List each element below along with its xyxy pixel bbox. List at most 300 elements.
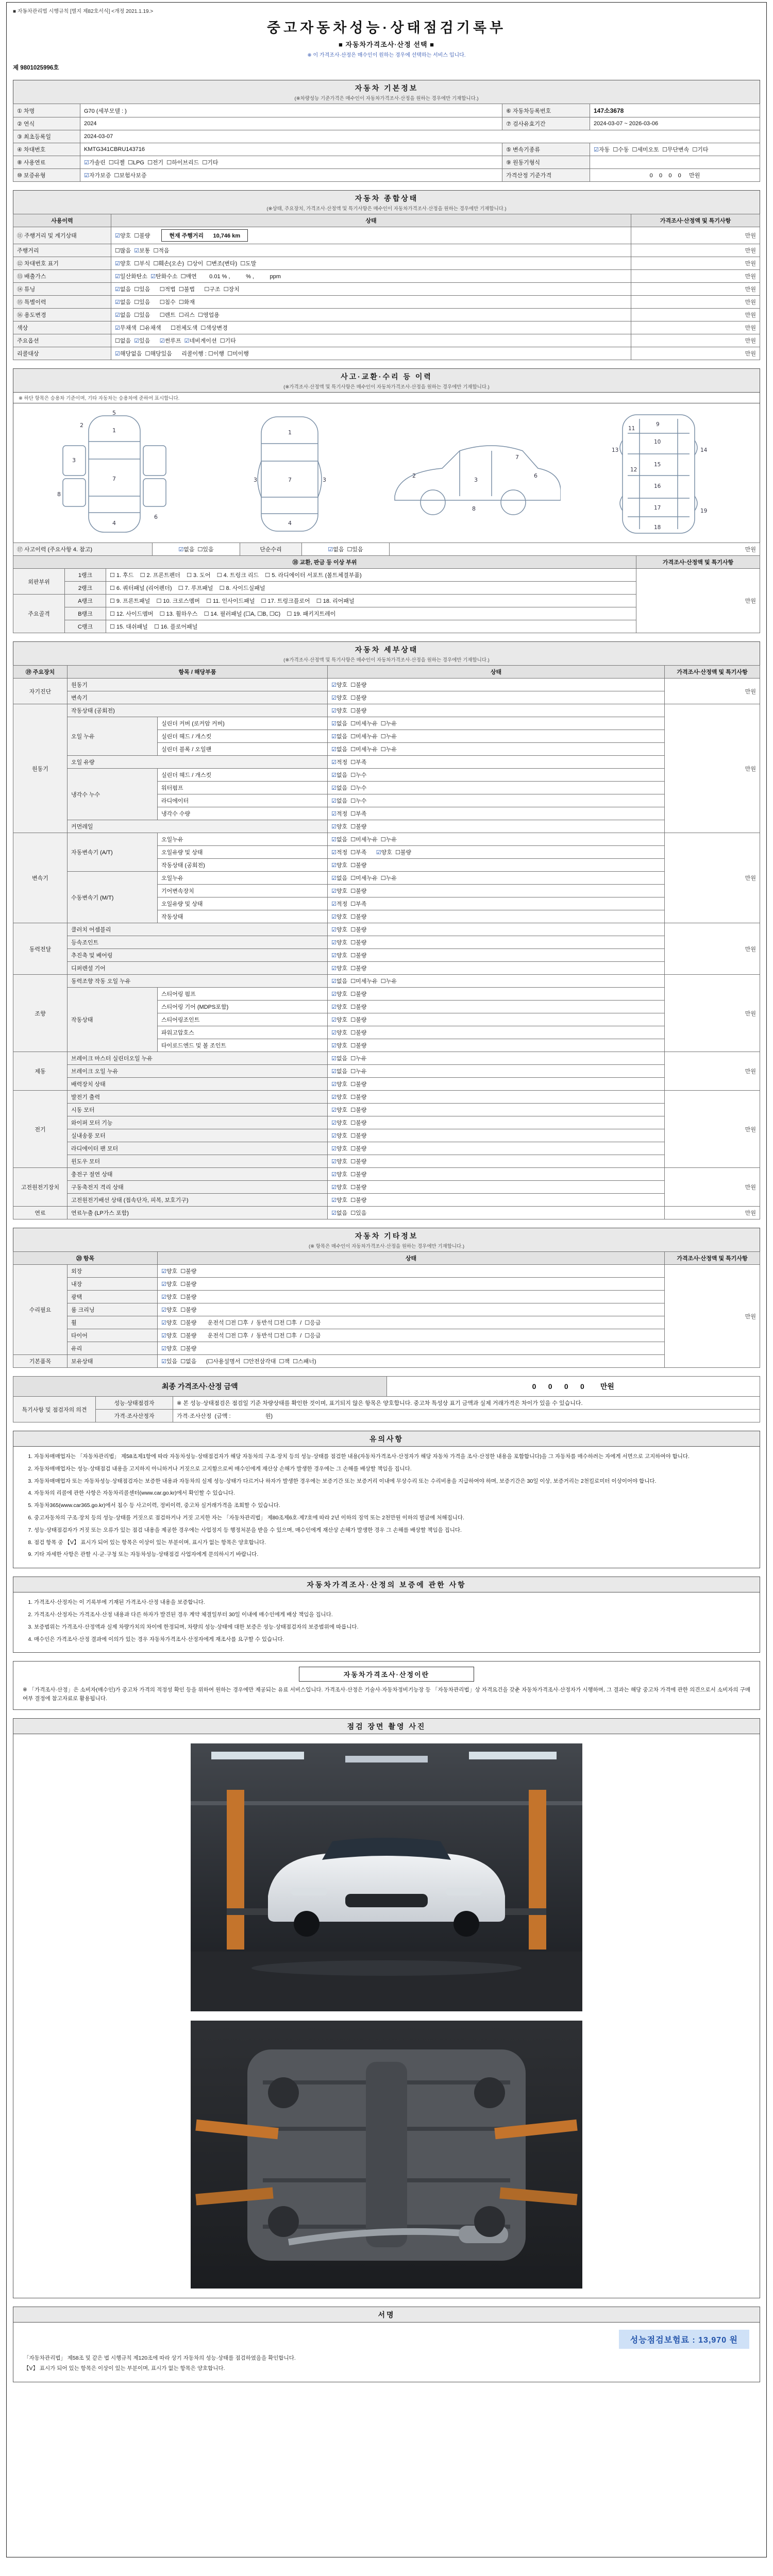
table-row [13, 975, 760, 988]
table-cell: 성능·상태점검자 [96, 1397, 173, 1410]
table-cell: ☑양호 ☐불량 [328, 679, 665, 691]
table-cell: 보유상태 [68, 1355, 158, 1368]
table-cell: 브레이크 마스터 실린더오일 누유 [68, 1052, 328, 1065]
table-row [13, 347, 760, 360]
table-cell: 1랭크 [65, 569, 106, 582]
other-info-table [13, 1251, 760, 1368]
table-cell: ☑해당없음 ☐해당있음 리콜이행 : ☐이행 ☐미이행 [111, 347, 631, 360]
table-cell: ☑무채색 ☐유채색 ☐전체도색 ☐색상변경 [111, 321, 631, 334]
table-cell: 가격조사·산정액 및 특기사항 [665, 666, 760, 679]
svg-text:18: 18 [653, 524, 661, 531]
table-row [13, 1052, 760, 1065]
svg-text:16: 16 [653, 483, 661, 489]
insurance-fee-badge: 성능점검보험료 : 13,970 원 [619, 2330, 749, 2349]
table-cell: ☐ 15. 대쉬패널 ☐ 16. 플로어패널 [106, 620, 636, 633]
table-cell: 특기사항 및 점검자의 의견 [13, 1397, 96, 1422]
table-cell: 브레이크 오일 누유 [68, 1065, 328, 1078]
remarks-section [13, 1396, 760, 1422]
table-cell: 추진축 및 베어링 [68, 949, 328, 962]
table-cell: ⑳ 항목 [13, 1252, 158, 1265]
table-cell: 가격·조사산정자 [96, 1410, 173, 1422]
svg-text:7: 7 [288, 477, 292, 483]
section-other-info-title: 자동차 기타정보 [355, 1232, 418, 1240]
table-cell: ☑양호 ☐불량 [328, 1001, 665, 1013]
signature-body [13, 2322, 760, 2382]
section-signature [13, 2307, 760, 2382]
section-overall-condition-note: (※상태, 주요장치, 가격조사·산정액 및 특기사항은 매수인이 자동차가격조사·산정을 원하는 경우에만 기재합니다.) [266, 206, 507, 212]
table-cell: 유리 [68, 1342, 158, 1355]
table-row [13, 143, 760, 156]
vin-value: KMTG341CBRU143716 [80, 143, 502, 156]
table-cell: 외판부위 [13, 569, 65, 595]
table-cell: ☑적정 ☐부족 [328, 897, 665, 910]
table-cell: 클러치 어셈블리 [68, 923, 328, 936]
table-row [13, 756, 760, 769]
table-cell: 기어변속장치 [158, 885, 328, 897]
table-cell: ☑양호 ☐불량 [328, 1129, 665, 1142]
table-cell: ☐많음 ☑보통 ☐적음 [111, 244, 631, 257]
table-cell: 휠 [68, 1316, 158, 1329]
table-cell: ☑양호 ☐불량 [328, 988, 665, 1001]
price-appraisal-select-subtitle: ■ 자동차가격조사·산정 선택 ■ [338, 41, 434, 48]
table-cell: 파워고압호스 [158, 1026, 328, 1039]
table-cell: 외장 [68, 1265, 158, 1278]
table-cell: ☑없음 ☐있음 ☐렌트 ☐리스 ☐영업용 [111, 309, 631, 321]
svg-text:17: 17 [653, 505, 661, 511]
table-row [13, 1410, 760, 1422]
table-row [13, 227, 760, 244]
table-cell: 2랭크 [65, 582, 106, 595]
table-row [13, 130, 760, 143]
svg-text:15: 15 [653, 462, 661, 468]
inspection-period-label: ⑦ 검사유효기간 [502, 117, 590, 130]
plate-value: 147소3678 [590, 104, 760, 117]
table-cell: 제동 [13, 1052, 68, 1091]
svg-text:1: 1 [112, 427, 116, 434]
simple-repair-label: 단순수리 [240, 543, 302, 556]
svg-text:3: 3 [323, 477, 327, 483]
svg-text:6: 6 [154, 514, 158, 520]
notice-item: 2. 자동차매매업자는 성능·상태점검 내용을 고지하지 아니하거나 거짓으로 고지함으로써 매수인에게 재산상 손해가 발생한 경우에는 그 손해를 배상할 책임을 집니다. [34, 1465, 749, 1473]
table-cell: ☑양호 ☐불량 [328, 859, 665, 872]
table-cell: B랭크 [65, 607, 106, 620]
simple-repair-status: ☑없음 ☐있음 [302, 543, 390, 556]
table-cell: ☑없음 ☐미세누유 ☐누유 [328, 975, 665, 988]
table-cell: ☑양호 ☐불량 [328, 1194, 665, 1207]
table-row [13, 936, 760, 949]
basic-info-table [13, 104, 760, 182]
table-row [13, 1278, 760, 1291]
appraisal-warranty-list [34, 1598, 749, 1643]
notices-body [13, 1446, 760, 1568]
section-basic-info-bar [13, 80, 760, 104]
table-cell: 광택 [68, 1291, 158, 1303]
table-cell: 주행거리 [13, 244, 111, 257]
appraisal-warranty-body [13, 1592, 760, 1653]
table-cell: ☑양호 ☐불량 [328, 962, 665, 975]
table-cell: 원동기 [13, 704, 68, 833]
table-row [13, 543, 760, 556]
table-row [13, 1303, 760, 1316]
table-row [13, 556, 760, 569]
table-row [13, 296, 760, 309]
svg-text:9: 9 [656, 421, 660, 428]
section-other-info-bar [13, 1228, 760, 1251]
table-cell: 자기진단 [13, 679, 68, 704]
table-cell: 만원 [631, 321, 760, 334]
table-cell: ☑없음 ☐미세누유 ☐누유 [328, 717, 665, 730]
svg-text:5: 5 [112, 410, 116, 416]
table-cell: 변속기 [68, 691, 328, 704]
table-cell: 만원 [665, 975, 760, 1052]
table-cell: ☑양호 ☐불량 [328, 885, 665, 897]
svg-text:3: 3 [474, 477, 478, 483]
svg-text:1: 1 [288, 429, 292, 436]
table-cell: ☑양호 ☐불량 [328, 1104, 665, 1116]
table-cell: ⑭ 튜닝 [13, 283, 111, 296]
svg-text:19: 19 [700, 508, 708, 514]
table-cell: 가격조사·산정액 및 특기사항 [631, 214, 760, 227]
table-cell: 실린더 헤드 / 개스킷 [158, 730, 328, 743]
table-cell: ☑양호 ☐불량 [328, 820, 665, 833]
table-row [13, 1065, 760, 1078]
table-cell: ☑없음 ☐미세누유 ☐누유 [328, 730, 665, 743]
table-cell: ☑없음 ☐있음 ☐침수 ☐화재 [111, 296, 631, 309]
section-appraisal-warranty-bar [13, 1577, 760, 1592]
table-row [13, 321, 760, 334]
accident-history-label: ⑰ 사고이력 (주요사항 4. 참고) [13, 543, 153, 556]
table-cell: ☑양호 ☐불량 [328, 1155, 665, 1168]
table-row [13, 169, 760, 182]
table-row [13, 569, 760, 582]
table-cell: 가격조사·산정액 및 특기사항 [665, 1252, 760, 1265]
table-row [13, 309, 760, 321]
table-cell: C랭크 [65, 620, 106, 633]
table-cell: 주요옵션 [13, 334, 111, 347]
section-inspection-photos-title: 점검 장면 촬영 사진 [347, 1722, 426, 1731]
table-cell: ☑없음 ☐누유 [328, 1065, 665, 1078]
table-cell: 타이어 [68, 1329, 158, 1342]
table-cell: 실린더 헤드 / 개스킷 [158, 769, 328, 782]
car-diagram-underbody-icon [579, 410, 738, 538]
section-other-info-note: (※ 항목은 매수인이 자동차가격조사·산정을 원하는 경우에만 기재합니다.) [308, 1244, 465, 1249]
table-cell: ☑양호 ☐불량 [328, 1078, 665, 1091]
section-detailed-condition-note: (※가격조사·산정액 및 특기사항은 매수인이 자동차가격조사·산정을 원하는 경우에만 기재합니다.) [283, 657, 490, 663]
svg-text:13: 13 [611, 447, 619, 453]
table-cell: 발전기 출력 [68, 1091, 328, 1104]
table-cell: ☑없음 ☐누유 [328, 1052, 665, 1065]
insurance-fee-row [24, 2330, 749, 2349]
section-appraisal-warranty [13, 1577, 760, 1653]
table-cell: ☑없음 ☐누수 [328, 794, 665, 807]
svg-text:8: 8 [57, 491, 61, 498]
section-overall-condition-bar [13, 190, 760, 214]
table-cell: 만원 [631, 334, 760, 347]
svg-text:14: 14 [700, 447, 708, 453]
table-cell: ☐ 1. 후드 ☐ 2. 프론트펜더 ☐ 3. 도어 ☐ 4. 트렁크 리드 ☐ 5. 라디에이터 서포트 (볼트체결부품) [106, 569, 636, 582]
table-row [13, 117, 760, 130]
table-row [13, 104, 760, 117]
table-cell: ⑮ 특별이력 [13, 296, 111, 309]
table-cell: 만원 [631, 227, 760, 244]
table-row [13, 820, 760, 833]
car-diagram-roof-top-icon [212, 410, 367, 538]
vin-label: ④ 차대번호 [13, 143, 80, 156]
first-registration-value: 2024-03-07 [80, 130, 760, 143]
table-row [13, 156, 760, 169]
appraisal-definition-box [13, 1661, 760, 1710]
table-cell: 만원 [636, 569, 760, 633]
table-cell: 냉각수 수량 [158, 807, 328, 820]
table-cell: 연료누출 (LP가스 포함) [68, 1207, 328, 1219]
table-cell: 만원 [390, 543, 760, 556]
table-cell: ☑양호 ☐불량 [328, 1039, 665, 1052]
first-registration-label: ③ 최초등록일 [13, 130, 80, 143]
table-cell: 시동 모터 [68, 1104, 328, 1116]
table-cell: ☑양호 ☐불량 [328, 949, 665, 962]
table-cell: ☑없음 ☐있음 [328, 1207, 665, 1219]
table-cell: 스티어링 기어 (MDPS포함) [158, 1001, 328, 1013]
price-appraisal-note: ※ 이 가격조사·산정은 매수인이 원하는 경우에 선택하는 서비스 입니다. [307, 53, 466, 58]
table-cell: 스티어링 펌프 [158, 988, 328, 1001]
section-notices [13, 1431, 760, 1568]
table-cell: 상태 [158, 1252, 665, 1265]
table-cell: 항목 / 해당부품 [68, 666, 328, 679]
svg-text:2: 2 [412, 472, 416, 479]
section-detailed-condition [13, 641, 760, 1219]
fuel-options: ☑가솔린 ☐디젤 ☐LPG ☐전기 ☐하이브리드 ☐기타 [80, 156, 502, 169]
section-detailed-condition-bar [13, 641, 760, 665]
table-row [13, 679, 760, 691]
section-overall-condition-title: 자동차 종합상태 [355, 194, 418, 202]
table-row [13, 949, 760, 962]
svg-text:10: 10 [653, 439, 661, 445]
svg-text:6: 6 [533, 472, 537, 479]
table-cell: 작동상태 [158, 910, 328, 923]
table-cell: 오일 누유 [68, 717, 158, 756]
damage-diagrams [13, 403, 760, 543]
transmission-label: ⑤ 변속기종류 [502, 143, 590, 156]
table-cell: 만원 [665, 833, 760, 923]
section-signature-bar [13, 2307, 760, 2322]
table-row [13, 1377, 760, 1397]
table-cell: ☑적정 ☐부족 [328, 807, 665, 820]
table-row [13, 1104, 760, 1116]
table-cell: 타이로드엔드 및 볼 조인트 [158, 1039, 328, 1052]
table-cell: 만원 [631, 347, 760, 360]
inspection-photos [13, 1734, 760, 2298]
table-cell: 고전원전기배선 상태 (접속단자, 피복, 보호기구) [68, 1194, 328, 1207]
document-header [13, 16, 760, 58]
svg-text:11: 11 [628, 426, 635, 432]
table-cell: 스티어링조인트 [158, 1013, 328, 1026]
table-cell: 색상 [13, 321, 111, 334]
table-cell: 사용이력 [13, 214, 111, 227]
table-row [13, 1342, 760, 1355]
table-row [13, 769, 760, 782]
final-price-section [13, 1376, 760, 1397]
notice-item: 1. 가격조사·산정자는 이 기록부에 기재된 가격조사·산정 내용을 보증합니다. [34, 1598, 749, 1607]
notice-item: 2. 가격조사·산정자는 가격조사·산정 내용과 다른 하자가 발견된 경우 계약 체결일부터 30일 이내에 매수인에게 배상 책임을 집니다. [34, 1611, 749, 1619]
table-cell: 전기 [13, 1091, 68, 1168]
table-cell: ☑있음 ☐없음 (☐사용설명서 ☐안전삼각대 ☐잭 ☐스패너) [158, 1355, 665, 1368]
vehicle-name-value: G70 (세부모델 : ) [80, 104, 502, 117]
section-notices-title: 유의사항 [369, 1435, 404, 1443]
table-cell: ☑일산화탄소 ☑탄화수소 ☐매연 0.01 % , % , ppm [111, 270, 631, 283]
table-cell: ☑양호 ☐불량 [328, 1116, 665, 1129]
table-cell: 윈도우 모터 [68, 1155, 328, 1168]
table-cell: 만원 [665, 679, 760, 704]
plate-label: ⑥ 자동차등록번호 [502, 104, 590, 117]
table-cell: 오일유량 및 상태 [158, 897, 328, 910]
table-cell: 변속기 [13, 833, 68, 923]
table-cell: ☑양호 ☐불량 [158, 1278, 665, 1291]
table-cell: 만원 [631, 296, 760, 309]
current-mileage-box: 현재 주행거리 10,746 km [161, 229, 248, 242]
table-cell: ☑없음 ☐미세누유 ☐누유 [328, 872, 665, 885]
table-row [13, 666, 760, 679]
table-cell: 작동상태 (공회전) [68, 704, 328, 717]
table-cell: 와이퍼 모터 기능 [68, 1116, 328, 1129]
table-cell: ☑양호 ☐불량 [328, 910, 665, 923]
section-accident-history-note: (※가격조사·산정액 및 특기사항은 매수인이 자동차가격조사·산정을 원하는 경우에만 기재합니다.) [283, 384, 490, 390]
table-cell: 내장 [68, 1278, 158, 1291]
table-row [13, 214, 760, 227]
notice-item: 4. 매수인은 가격조사·산정 결과에 이의가 있는 경우 자동차가격조사·산정자에게 재조사를 요구할 수 있습니다. [34, 1635, 749, 1644]
table-cell: 오일누유 [158, 872, 328, 885]
document-number: 제 9801025996호 [13, 65, 59, 71]
table-row [13, 1207, 760, 1219]
section-basic-info-title: 자동차 기본정보 [355, 84, 418, 92]
table-cell: ☑적정 ☐부족 ☑양호 ☐불량 [328, 846, 665, 859]
table-cell: ☑양호 ☐불량 [328, 1168, 665, 1181]
table-row [13, 962, 760, 975]
table-cell: ⑱ 교환, 판금 등 이상 부위 [13, 556, 636, 569]
table-cell: 자동변속기 (A/T) [68, 833, 158, 872]
final-price-value: 0 0 0 0 만원 [386, 1377, 760, 1397]
table-cell: 조향 [13, 975, 68, 1052]
table-row [13, 244, 760, 257]
table-row [13, 704, 760, 717]
table-cell: 수동변속기 (M/T) [68, 872, 158, 923]
table-cell: 동력전달 [13, 923, 68, 975]
exchange-panel-table [13, 555, 760, 633]
table-row [13, 988, 760, 1001]
table-cell: ☑양호 ☐불량 [328, 936, 665, 949]
table-cell: 만원 [665, 1265, 760, 1368]
table-cell: 원동기 [68, 679, 328, 691]
notice-item: 8. 점검 항목 중 【V】 표시가 되어 있는 항목은 이상이 있는 부분이며, 표시가 없는 항목은 양호합니다. [34, 1538, 749, 1547]
table-cell: ☑없음 ☐있음 ☐적법 ☐불법 ☐구조 ☐장치 [111, 283, 631, 296]
section-notices-bar [13, 1431, 760, 1446]
table-cell: 만원 [631, 244, 760, 257]
table-cell: ☑없음 ☐미세누유 ☐누유 [328, 743, 665, 756]
table-cell: 커먼레일 [68, 820, 328, 833]
notice-item: 3. 자동차매매업자 또는 자동차성능·상태점검자는 보증한 내용과 자동차의 실제 성능·상태가 다르거나 하자가 발생한 경우에는 보증기간 또는 보증거리 이내에 무상수리 또는 수리비용을 지급하여야 하며, 보증기간은 30일 이상, 보증거리는 2천킬로미터 이상이어야 합니다. [34, 1477, 749, 1486]
inspection-period-value: 2024-03-07 ~ 2026-03-06 [590, 117, 760, 130]
table-row [13, 1129, 760, 1142]
table-cell: 작동상태 [68, 988, 158, 1052]
table-cell: ☑없음 ☐누수 [328, 782, 665, 794]
table-cell: 실린더 커버 (로커암 커버) [158, 717, 328, 730]
svg-text:4: 4 [288, 520, 292, 527]
table-cell: ☑양호 ☐불량 [328, 923, 665, 936]
svg-text:3: 3 [72, 457, 76, 464]
table-cell: 실린더 블록 / 오일팬 [158, 743, 328, 756]
table-cell: 라디에이터 [158, 794, 328, 807]
notice-item: 9. 기타 자세한 사항은 관할 시·군·구청 또는 자동차성능·상태점검 사업자에게 문의하시기 바랍니다. [34, 1550, 749, 1559]
table-cell: 작동상태 (공회전) [158, 859, 328, 872]
notice-item: 4. 자동차의 리콜에 관한 사항은 자동차리콜센터(www.car.go.kr)에서 확인할 수 있습니다. [34, 1489, 749, 1498]
table-cell: 만원 [631, 309, 760, 321]
table-cell: ⑪ 주행거리 및 계기상태 [13, 227, 111, 244]
table-cell: 만원 [665, 1091, 760, 1168]
table-cell: ⑯ 용도변경 [13, 309, 111, 321]
table-row [13, 1355, 760, 1368]
appraiser-comment: 가격·조사산정 (금액 : 원) [173, 1410, 760, 1422]
table-cell: 가격조사·산정액 및 특기사항 [636, 556, 760, 569]
table-cell: ☑양호 ☐부식 ☐훼손(오손) ☐상이 ☐변조(변타) ☐도말 [111, 257, 631, 270]
table-cell: 배력장치 상태 [68, 1078, 328, 1091]
car-diagram-exterior-top-icon [35, 410, 194, 538]
inspection-photo-underbody [191, 2021, 582, 2289]
table-row [13, 1265, 760, 1278]
base-price-label: 가격산정 기준가격 [502, 169, 590, 182]
table-row [13, 872, 760, 885]
table-cell: 워터펌프 [158, 782, 328, 794]
table-cell: ☑양호 ☐불량 [328, 1142, 665, 1155]
fuel-label: ⑧ 사용연료 [13, 156, 80, 169]
table-cell: 라디에이터 팬 모터 [68, 1142, 328, 1155]
table-row [13, 283, 760, 296]
engine-type-value [590, 156, 760, 169]
accident-history-table [13, 543, 760, 556]
table-cell: 만원 [631, 257, 760, 270]
table-cell: ⑲ 주요장치 [13, 666, 68, 679]
table-cell: 상태 [328, 666, 665, 679]
svg-text:7: 7 [112, 476, 116, 482]
table-row [13, 1181, 760, 1194]
section-accident-history [13, 368, 760, 633]
base-price-value: 0 0 0 0 만원 [590, 169, 760, 182]
section-detailed-condition-title: 자동차 세부상태 [355, 646, 418, 654]
final-price-table [13, 1376, 760, 1397]
table-cell: ☑양호 ☐불량 [158, 1342, 665, 1355]
car-diagram-side-icon [385, 410, 561, 538]
section-inspection-photos [13, 1718, 760, 2298]
table-row [13, 1168, 760, 1181]
table-cell: 구동축전지 격리 상태 [68, 1181, 328, 1194]
table-cell: 만원 [665, 1207, 760, 1219]
table-row [13, 1397, 760, 1410]
table-cell: A랭크 [65, 595, 106, 607]
form-reference: ■ 자동차관리법 시행규칙 [별지 제82호서식] <개정 2021.1.19.> [13, 9, 154, 14]
engine-type-label: ⑨ 원동기형식 [502, 156, 590, 169]
section-appraisal-warranty-title: 자동차가격조사·산정의 보증에 관한 사항 [307, 1581, 466, 1589]
table-row [13, 257, 760, 270]
model-year-label: ② 연식 [13, 117, 80, 130]
table-cell: ☑없음 ☐미세누유 ☐누유 [328, 833, 665, 846]
table-cell: 동력조향 작동 오일 누유 [68, 975, 328, 988]
table-cell: 기본품목 [13, 1355, 68, 1368]
table-row [13, 1316, 760, 1329]
table-cell: 만원 [665, 1168, 760, 1207]
table-row [13, 1291, 760, 1303]
notice-item: 1. 자동차매매업자는 「자동차관리법」 제58조제1항에 따라 자동차성능·상태점검자가 해당 자동차의 구조·장치 등의 성능·상태를 점검한 내용(자동차가격조사·산정자가 해당 자동차 가격을 조사·산정한 내용을 포함합니다)을 그 자동차를 매수하려는 자에게 서면으로 고지하여야 합니다. [34, 1452, 749, 1461]
table-cell: ☑양호 ☐불량 [328, 704, 665, 717]
appraisal-definition-title: 자동차가격조사·산정이란 [299, 1667, 474, 1682]
accident-diagram-note: ※ 하단 항목은 승용차 기준이며, 기타 자동차는 승용차에 준하여 표시합니다. [13, 392, 760, 403]
